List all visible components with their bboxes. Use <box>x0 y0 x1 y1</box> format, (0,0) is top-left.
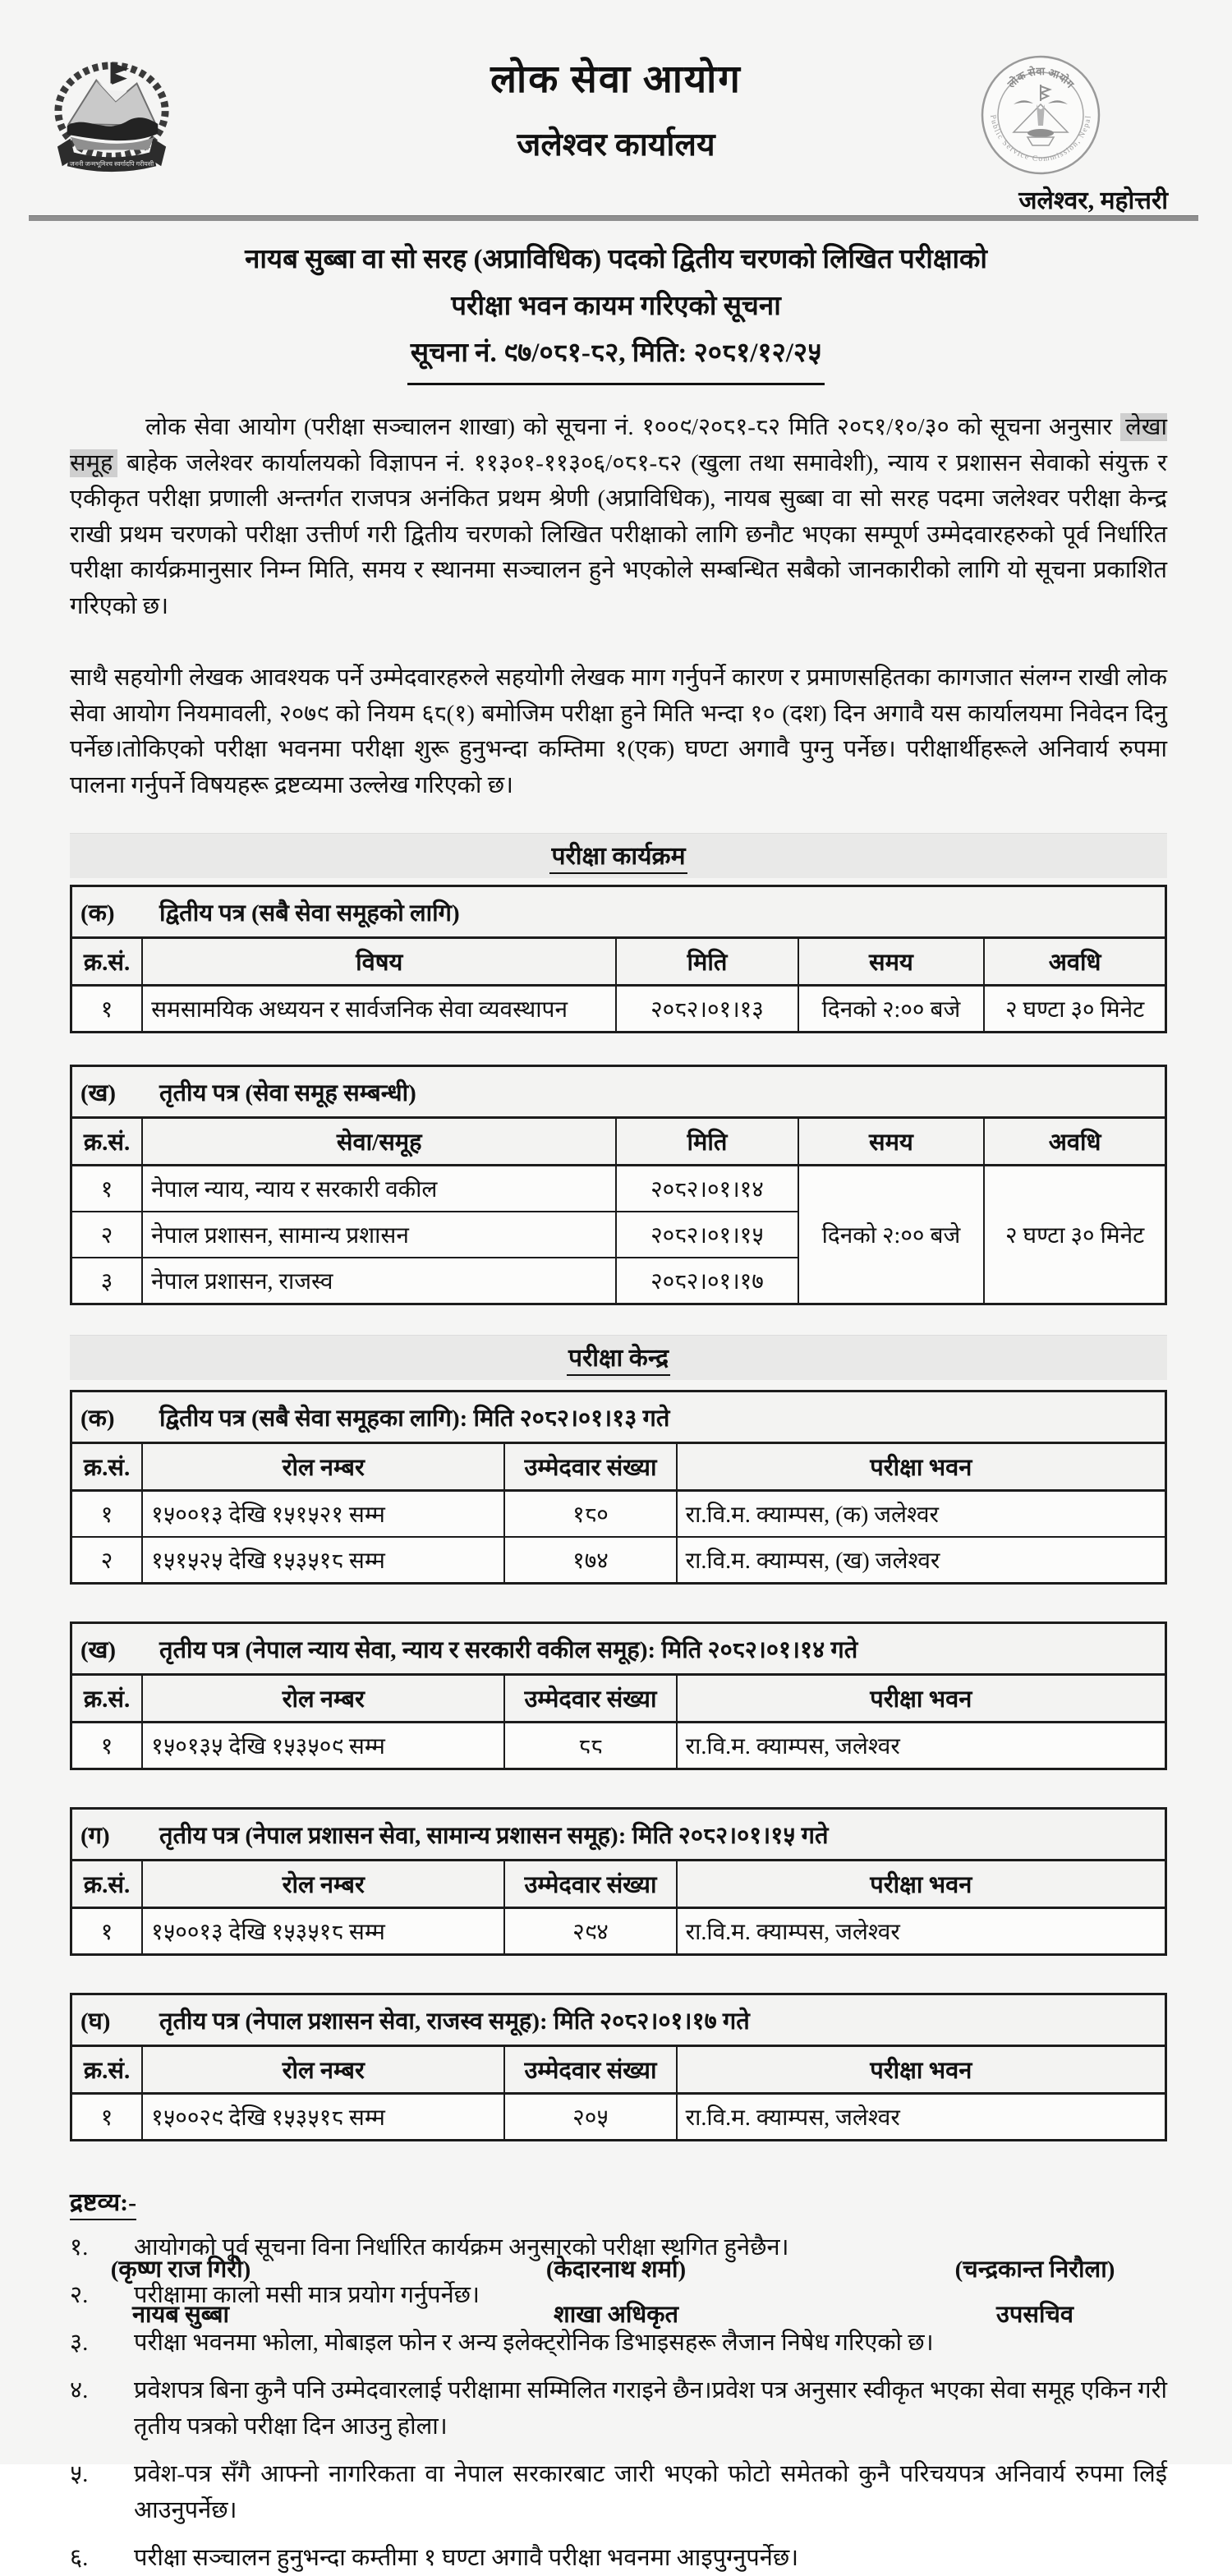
table-row: १ १५००२९ देखि १५३५१८ सम्म २०५ रा.वि.म. क्याम्पस, जलेश्वर <box>71 2094 1166 2141</box>
signatory-name: (चन्द्रकान्त निरौला) <box>954 2256 1115 2283</box>
notes-heading: द्रष्टव्य:- <box>70 2184 1167 2218</box>
notice-title-line1: नायब सुब्बा वा सो सरह (अप्राविधिक) पदको द्वितीय चरणको लिखित परीक्षाको <box>245 245 987 274</box>
header-divider <box>29 215 1198 221</box>
list-item: २. परीक्षामा कालो मसी मात्र प्रयोग गर्नुपर्नेछ। <box>70 2282 480 2308</box>
table-row: १ १५०१३५ देखि १५३५०९ सम्म ८८ रा.वि.म. क्याम्पस, जलेश्वर <box>71 1723 1166 1769</box>
table-group-header: (ख) तृतीय पत्र (सेवा समूह सम्बन्धी) <box>71 1066 1166 1118</box>
merged-time-cell: दिनको २:०० बजे <box>798 1166 985 1304</box>
signature-block <box>485 2252 747 2330</box>
list-item: ४. प्रवेशपत्र बिना कुनै पनि उम्मेदवारलाई परीक्षामा सम्मिलित गराइने छैन।प्रवेश पत्र अनुसार स्वीकृत भएका सेवा समूह एकिन गरी तृतीय पत्रको परीक्षा दिन आउनु होला। <box>70 2377 1167 2440</box>
table-header-row: क्र.सं. सेवा/समूह मिति समय अवधि <box>71 1118 1166 1166</box>
notice-body <box>70 386 1167 2576</box>
centers-table-b <box>70 1622 1167 1770</box>
seal-bottom-text: Public Service Commission, Nepal <box>988 114 1093 164</box>
list-item: ६. परीक्षा सञ्चालन हुनुभन्दा कम्तीमा १ घण्टा अगावै परीक्षा भवनमा आइपुग्नुपर्नेछ। <box>70 2545 799 2571</box>
schedule-table-a <box>70 885 1167 1033</box>
table-header-row: क्र.सं. रोल नम्बर उम्मेदवार संख्या परीक्षा भवन <box>71 1861 1166 1908</box>
table-header-row: क्र.सं. रोल नम्बर उम्मेदवार संख्या परीक्षा भवन <box>71 2046 1166 2094</box>
table-row: १ समसामयिक अध्ययन र सार्वजनिक सेवा व्यवस्थापन २०८२।०१।१३ दिनको २:०० बजे २ घण्टा ३० मिनेट <box>71 986 1166 1033</box>
list-item: १. आयोगको पूर्व सूचना विना निर्धारित कार्यक्रम अनुसारको परीक्षा स्थगित हुनेछैन। <box>70 2234 789 2261</box>
table-group-header: (घ) तृतीय पत्र (नेपाल प्रशासन सेवा, राजस्व समूह): मिति २०८२।०१।१७ गते <box>71 1994 1166 2046</box>
table-group-header: (क) द्वितीय पत्र (सबै सेवा समूहको लागि) <box>71 886 1166 938</box>
notice-title-line2: परीक्षा भवन कायम गरिएको सूचना <box>451 292 781 321</box>
centers-table-a <box>70 1390 1167 1585</box>
list-item: ३. परीक्षा भवनमा झोला, मोबाइल फोन र अन्य इलेक्ट्रोनिक डिभाइसहरू लैजान निषेध गरिएको छ। <box>70 2330 934 2356</box>
table-header-row: क्र.सं. विषय मिति समय अवधि <box>71 938 1166 986</box>
intro-paragraph: लोक सेवा आयोग (परीक्षा सञ्चालन शाखा) को सूचना नं. १००९/२०८१-८२ मिति २०८१/१०/३० को सूचना अनुसार लेखा समूह बाहेक जलेश्वर कार्यालयको विज्ञापन नं. ११३०१-११३०६/०८१-८२ (खुला तथा समावेशी), न्याय र प्रशासन सेवाको संयुक्त र एकीकृत परीक्षा प्रणाली अन्तर्गत राजपत्र अनंकित प्रथम श्रेणी (अप्राविधिक), नायब सुब्बा वा सो सरह पदमा जलेश्वर परीक्षा केन्द्र राखी प्रथम चरणको परीक्षा उत्तीर्ण गरी द्वितीय चरणको लिखित परीक्षाको लागि छनौट भएका सम्पूर्ण उम्मेदवारहरुको पूर्व निर्धारित परीक्षा कार्यक्रमानुसार निम्न मिति, समय र स्थानमा सञ्चालन हुने भएकोले सम्बन्धित सबैको जानकारीको लागि यो सूचना प्रकाशित गरिएको छ। <box>70 414 1167 619</box>
merged-duration-cell: २ घण्टा ३० मिनेट <box>984 1166 1165 1304</box>
org-name: लोक सेवा आयोग <box>490 58 742 101</box>
office-location: जलेश्वर, महोत्तरी <box>1018 187 1168 214</box>
signature-block <box>49 2252 312 2330</box>
seal-top-text: लोक सेवा आयोग <box>1004 64 1077 90</box>
emblem-motto-text: जननी जन्मभूमिश्च स्वर्गादपि गरीयसी <box>69 160 154 168</box>
notice-number-date: सूचना नं. ९७/०८१-८२, मिति: २०८१/१२/२५ <box>0 330 1232 385</box>
table-header-row: क्र.सं. रोल नम्बर उम्मेदवार संख्या परीक्षा भवन <box>71 1675 1166 1723</box>
table-row: १ १५००१३ देखि १५३५१८ सम्म २९४ रा.वि.म. क्याम्पस, जलेश्वर <box>71 1908 1166 1955</box>
signatory-title: नायब सुब्बा <box>131 2302 230 2328</box>
table-row: ३ नेपाल प्रशासन, राजस्व २०८२।०१।१७ <box>71 1258 1166 1304</box>
table-row: १ १५००१३ देखि १५१५२१ सम्म १८० रा.वि.म. क्याम्पस, (क) जलेश्वर <box>71 1491 1166 1538</box>
notice-title-block <box>0 237 1232 385</box>
table-group-header: (ग) तृतीय पत्र (नेपाल प्रशासन सेवा, सामान्य प्रशासन समूह): मिति २०८२।०१।१५ गते <box>71 1809 1166 1861</box>
letterhead <box>0 51 1232 165</box>
table-row: २ १५१५२५ देखि १५३५१८ सम्म १७४ रा.वि.म. क्याम्पस, (ख) जलेश्वर <box>71 1537 1166 1584</box>
schedule-table-b <box>70 1065 1167 1305</box>
table-row: २ नेपाल प्रशासन, सामान्य प्रशासन २०८२।०१।१५ <box>71 1212 1166 1258</box>
highlighted-text: लेखा समूह <box>70 414 1167 476</box>
signatory-name: (केदारनाथ शर्मा) <box>545 2256 687 2283</box>
list-item: ५. प्रवेश-पत्र सँगै आफ्नो नागरिकता वा नेपाल सरकारबाट जारी भएको फोटो समेतको कुनै परिचयपत्र अनिवार्य रुपमा लिई आउनुपर्नेछ। <box>70 2461 1167 2523</box>
scribe-paragraph: साथै सहयोगी लेखक आवश्यक पर्ने उम्मेदवारहरुले सहयोगी लेखक माग गर्नुपर्ने कारण र प्रमाणसहितका कागजात संलग्न राखी लोक सेवा आयोग नियमावली, २०७९ को नियम ६८(१) बमोजिम परीक्षा हुने मिति भन्दा १० (दश) दिन अगावै यस कार्यालयमा निवेदन दिनु पर्नेछ।तोकिएको परीक्षा भवनमा परीक्षा शुरू हुनुभन्दा कम्तिमा १(एक) घण्टा अगावै पुग्नु पर्नेछ। परीक्षार्थीहरूले अनिवार्य रुपमा पालना गर्नुपर्ने विषयहरू द्रष्टव्यमा उल्लेख गरिएको छ। <box>70 665 1167 798</box>
centers-table-c <box>70 1807 1167 1956</box>
table-group-header: (क) द्वितीय पत्र (सबै सेवा समूहका लागि): मिति २०८२।०१।१३ गते <box>71 1392 1166 1443</box>
signatory-name: (कृष्ण राज गिरी) <box>110 2256 251 2283</box>
signature-block <box>903 2252 1166 2330</box>
signatory-title: शाखा अधिकृत <box>553 2302 679 2328</box>
table-group-header: (ख) तृतीय पत्र (नेपाल न्याय सेवा, न्याय र सरकारी वकील समूह): मिति २०८२।०१।१४ गते <box>71 1623 1166 1675</box>
office-name: जलेश्वर कार्यालय <box>517 127 715 163</box>
centers-table-d <box>70 1993 1167 2141</box>
section-title-exam-schedule: परीक्षा कार्यक्रम <box>70 833 1167 878</box>
section-title-exam-centers: परीक्षा केन्द्र <box>70 1335 1167 1380</box>
signatory-title: उपसचिव <box>995 2302 1074 2328</box>
table-row: १ नेपाल न्याय, न्याय र सरकारी वकील २०८२।०१।१४ दिनको २:०० बजे २ घण्टा ३० मिनेट <box>71 1166 1166 1212</box>
table-header-row: क्र.सं. रोल नम्बर उम्मेदवार संख्या परीक्षा भवन <box>71 1443 1166 1491</box>
